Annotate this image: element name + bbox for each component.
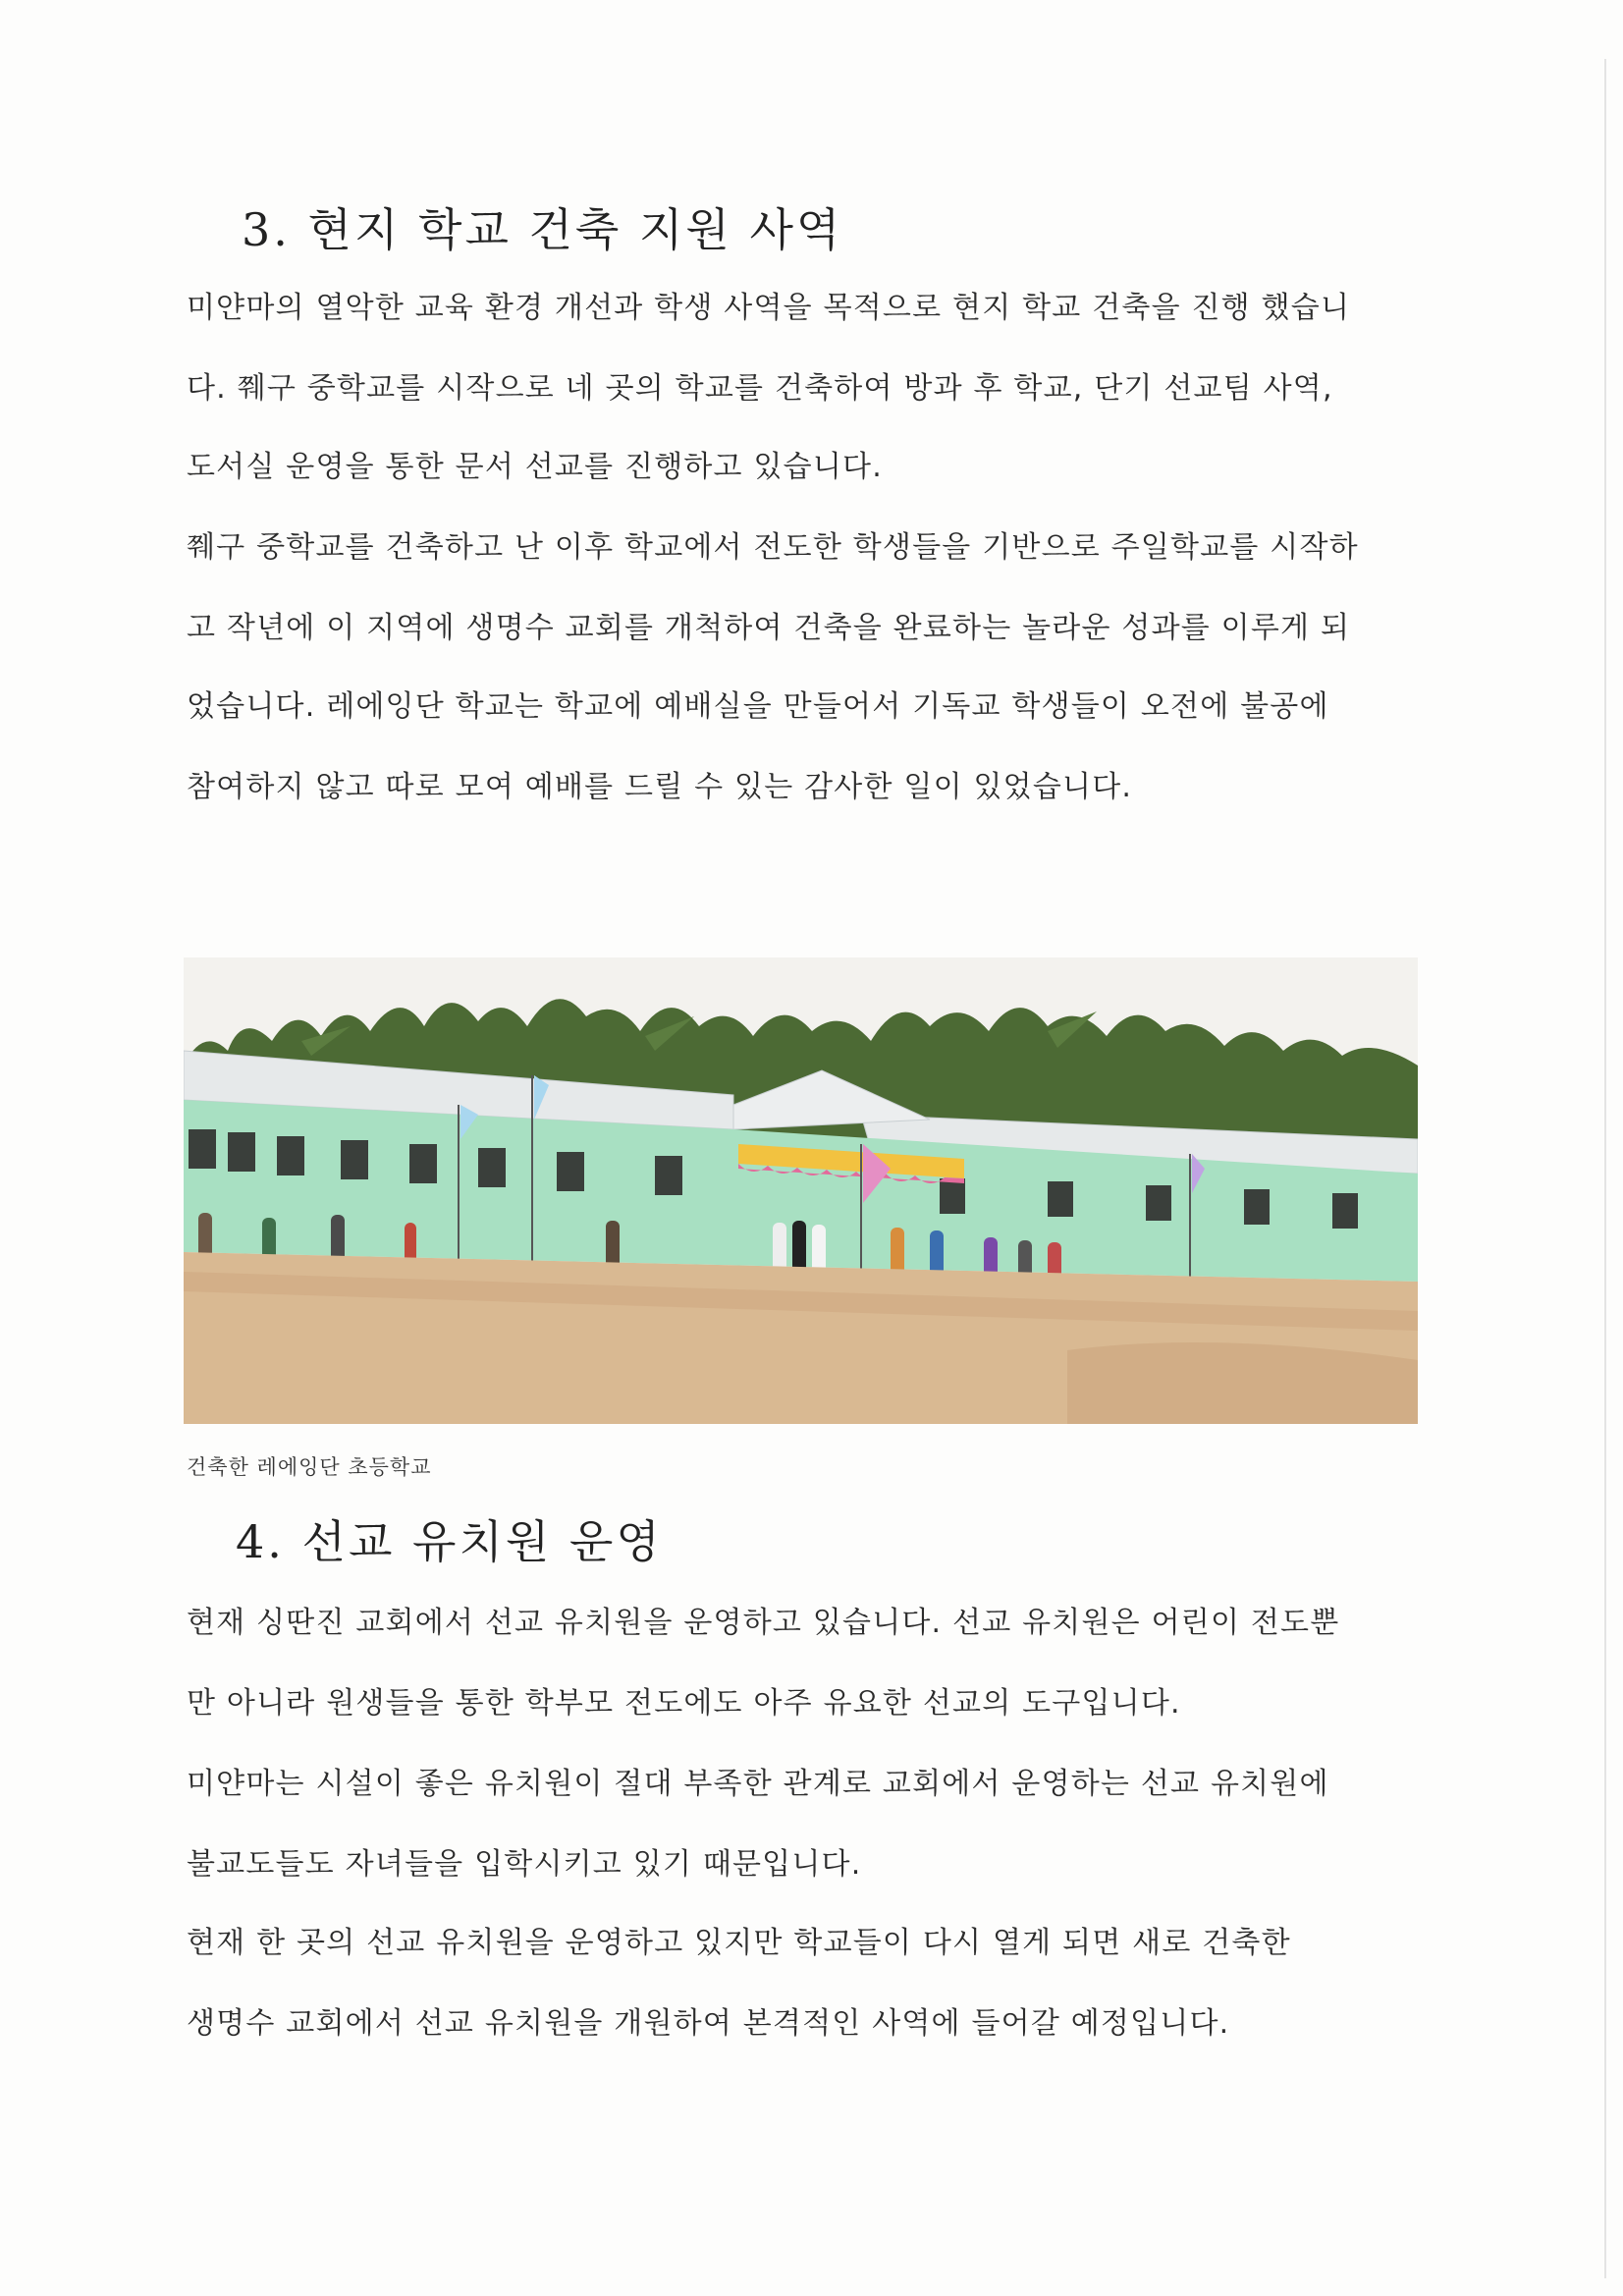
- section-3-line: 미얀마의 열악한 교육 환경 개선과 학생 사역을 목적으로 현지 학교 건축을 진행 했습니: [187, 291, 1351, 325]
- section-3-line: 쮀구 중학교를 건축하고 난 이후 학교에서 전도한 학생들을 기반으로 주일학교를 시작하: [187, 530, 1359, 565]
- section-4-line: 현재 한 곳의 선교 유치원을 운영하고 있지만 학교들이 다시 열게 되면 새로 건축한: [187, 1926, 1291, 1960]
- section-3-line: 고 작년에 이 지역에 생명수 교회를 개척하여 건축을 완료하는 놀라운 성과를 이루게 되: [187, 611, 1351, 645]
- section-4-line: 미얀마는 시설이 좋은 유치원이 절대 부족한 관계로 교회에서 운영하는 선교 유치원에: [187, 1767, 1329, 1801]
- section-4-line: 생명수 교회에서 선교 유치원을 개원하여 본격적인 사역에 들어갈 예정입니다.: [187, 2006, 1230, 2041]
- section-4-line: 현재 싱딴진 교회에서 선교 유치원을 운영하고 있습니다. 선교 유치원은 어린이 전도뿐: [187, 1606, 1340, 1640]
- section-3-title: 3. 현지 학교 건축 지원 사역: [242, 203, 843, 256]
- section-4-line: 불교도들도 자녀들을 입학시키고 있기 때문입니다.: [187, 1847, 862, 1882]
- section-3-line: 다. 쮀구 중학교를 시작으로 네 곳의 학교를 건축하여 방과 후 학교, 단기 선교팀 사역,: [187, 371, 1333, 406]
- section-4-title: 4. 선교 유치원 운영: [236, 1515, 663, 1568]
- section-3-line: 었습니다. 레에잉단 학교는 학교에 예배실을 만들어서 기독교 학생들이 오전에 불공에: [187, 689, 1329, 724]
- section-3-line: 참여하지 않고 따로 모여 예배를 드릴 수 있는 감사한 일이 있었습니다.: [187, 770, 1133, 804]
- school-photo: [184, 957, 1418, 1424]
- section-4-line: 만 아니라 원생들을 통한 학부모 전도에도 아주 유요한 선교의 도구입니다.: [187, 1686, 1181, 1721]
- scan-edge-line: [1604, 59, 1606, 2278]
- section-3-line: 도서실 운영을 통한 문서 선교를 진행하고 있습니다.: [187, 450, 883, 484]
- photo-caption: 건축한 레에잉단 초등학교: [187, 1455, 432, 1479]
